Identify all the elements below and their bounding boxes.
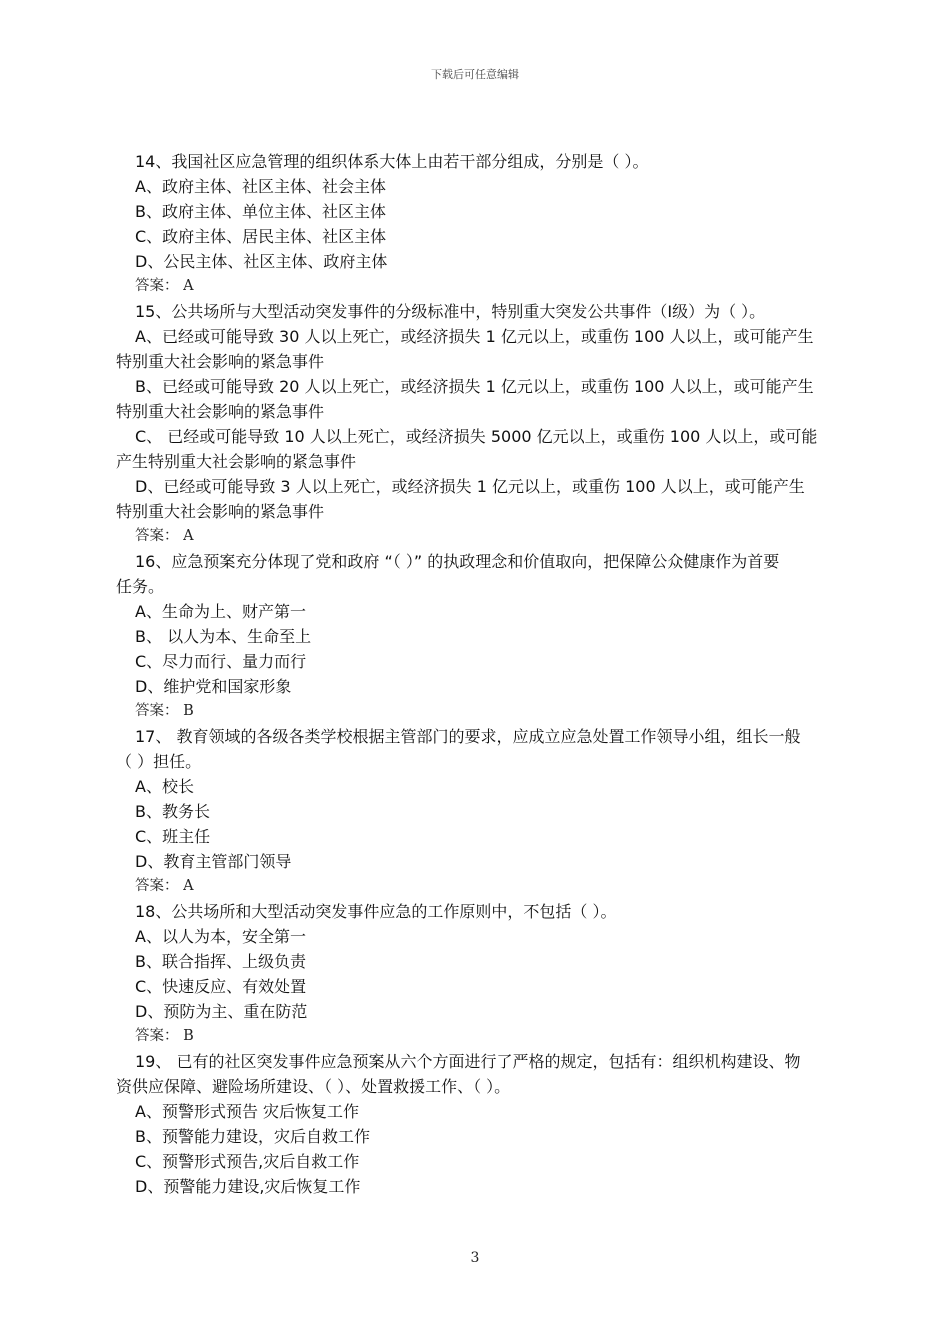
document-body [116,149,836,1199]
answer-option: B、预警能力建设，灾后自救工作 [135,1127,370,1146]
question-stem: 15、公共场所与大型活动突发事件的分级标准中，特别重大突发公共事件（I级）为（ ）。 [135,302,766,321]
answer-option: D、预防为主、重在防范 [135,1002,308,1021]
page-header: 下载后可任意编辑 [431,68,519,81]
question-stem-continuation: （ ）担任。 [116,752,202,771]
question-block [116,724,836,899]
question-stem: 17、 教育领域的各级各类学校根据主管部门的要求，应成立应急处置工作领导小组，组长一般 [135,727,801,746]
answer-option: A、生命为上、财产第一 [135,602,306,621]
answer-option: D、公民主体、社区主体、政府主体 [135,252,388,271]
answer-option: B、政府主体、单位主体、社区主体 [135,202,386,221]
question-stem-continuation: 任务。 [116,577,165,596]
answer-option: D、预警能力建设,灾后恢复工作 [135,1177,361,1196]
question-stem: 19、 已有的社区突发事件应急预案从六个方面进行了严格的规定，包括有：组织机构建设、物 [135,1052,801,1071]
answer-key: 答案： B [135,703,194,719]
answer-key: 答案： A [135,278,194,294]
answer-key: 答案： B [135,1028,194,1044]
question-block [116,549,836,724]
question-stem: 14、我国社区应急管理的组织体系大体上由若干部分组成，分别是（ ）。 [135,152,649,171]
question-stem-continuation: 资供应保障、避险场所建设、（ ）、处置救援工作、（ ）。 [116,1077,511,1096]
question-stem: 18、公共场所和大型活动突发事件应急的工作原则中，不包括（ ）。 [135,902,617,921]
answer-option: B、已经或可能导致 20 人以上死亡，或经济损失 1 亿元以上，或重伤 100 人以上，或可能产生 [135,377,814,396]
answer-option-continuation: 特别重大社会影响的紧急事件 [116,502,325,521]
page-number: 3 [470,1250,480,1266]
question-block [116,1049,836,1199]
answer-option: A、校长 [135,777,194,796]
question-block [116,149,836,299]
answer-option: D、教育主管部门领导 [135,852,292,871]
question-block [116,899,836,1049]
question-stem: 16、应急预案充分体现了党和政府 “（ ）” 的执政理念和价值取向，把保障公众健康作为首要 [135,552,780,571]
answer-option: C、快速反应、有效处置 [135,977,307,996]
answer-option: D、维护党和国家形象 [135,677,292,696]
answer-option: C、 已经或可能导致 10 人以上死亡，或经济损失 5000 亿元以上，或重伤 100 人以上，或可能 [135,427,818,446]
answer-option: A、政府主体、社区主体、社会主体 [135,177,386,196]
answer-option: A、以人为本，安全第一 [135,927,306,946]
answer-option: A、已经或可能导致 30 人以上死亡，或经济损失 1 亿元以上，或重伤 100 人以上，或可能产生 [135,327,814,346]
answer-option: B、 以人为本、生命至上 [135,627,312,646]
answer-option: C、班主任 [135,827,211,846]
answer-key: 答案： A [135,878,194,894]
answer-option: B、联合指挥、上级负责 [135,952,306,971]
answer-option-continuation: 特别重大社会影响的紧急事件 [116,352,325,371]
question-block [116,299,836,549]
answer-option: C、政府主体、居民主体、社区主体 [135,227,387,246]
answer-option: C、尽力而行、量力而行 [135,652,307,671]
answer-key: 答案： A [135,528,194,544]
answer-option: B、教务长 [135,802,210,821]
answer-option: D、已经或可能导致 3 人以上死亡，或经济损失 1 亿元以上，或重伤 100 人以上，或可能产生 [135,477,805,496]
answer-option-continuation: 特别重大社会影响的紧急事件 [116,402,325,421]
answer-option-continuation: 产生特别重大社会影响的紧急事件 [116,452,357,471]
answer-option: A、预警形式预告 灾后恢复工作 [135,1102,360,1121]
answer-option: C、预警形式预告,灾后自救工作 [135,1152,360,1171]
